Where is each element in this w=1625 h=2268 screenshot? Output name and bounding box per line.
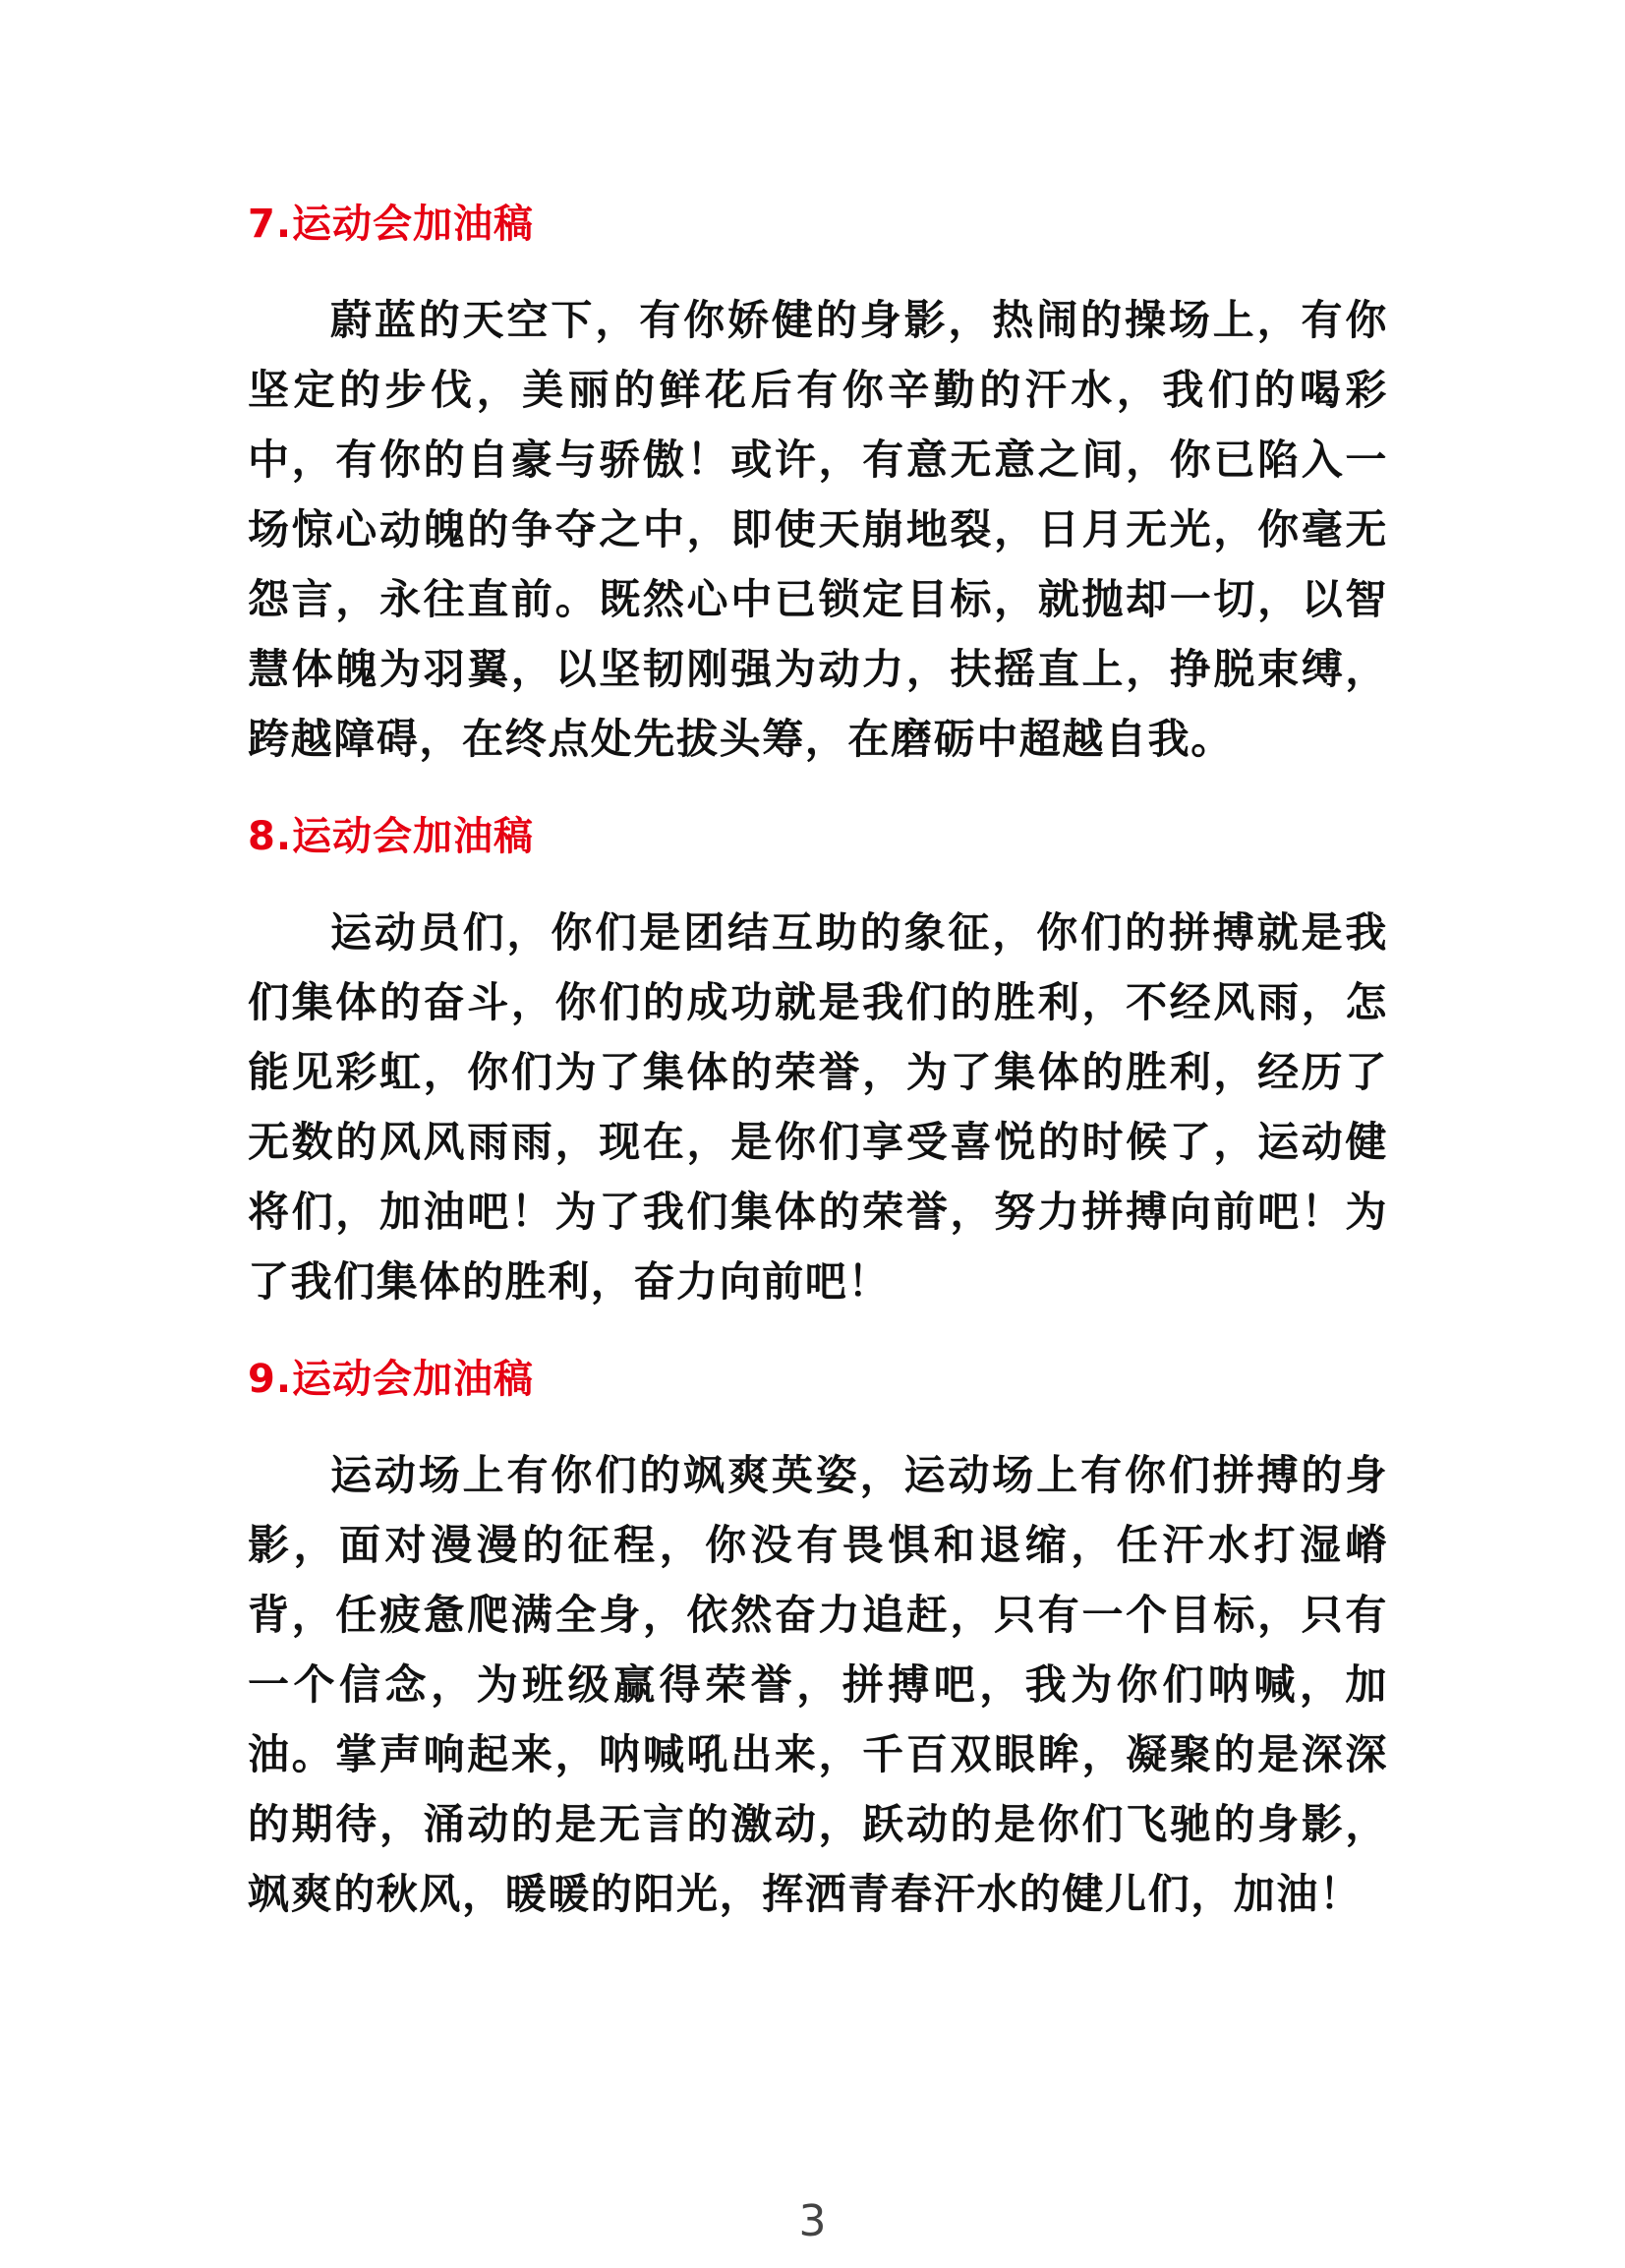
section-heading: 7.运动会加油稿 (248, 202, 535, 247)
page-number: 3 (798, 2196, 827, 2246)
section-7 (248, 197, 1388, 774)
section-body: 运动场上有你们的飒爽英姿，运动场上有你们拼搏的身影，面对漫漫的征程，你没有畏惧和退缩，任汗水打湿嵴背，任疲惫爬满全身，依然奋力追赶，只有一个目标，只有一个信念，为班级赢得荣誉，拼搏吧，我为你们呐喊，加油。掌声响起来，呐喊吼出来，千百双眼眸，凝聚的是深深的期待，涌动的是无言的激动，跃动的是你们飞驰的身影，飒爽的秋风，暖暖的阳光，挥洒青春汗水的健儿们，加油！ (248, 1451, 1388, 1918)
section-body: 蔚蓝的天空下，有你娇健的身影，热闹的操场上，有你坚定的步伐，美丽的鲜花后有你辛勤的汗水，我们的喝彩中，有你的自豪与骄傲！或许，有意无意之间，你已陷入一场惊心动魄的争夺之中，即使天崩地裂，日月无光，你毫无怨言，永往直前。既然心中已锁定目标，就抛却一切，以智慧体魄为羽翼，以坚韧刚强为动力，扶摇直上，挣脱束缚，跨越障碍，在终点处先拔头筹，在磨砺中超越自我。 (248, 296, 1388, 763)
document-content (248, 197, 1388, 1964)
section-8 (248, 809, 1388, 1316)
section-9 (248, 1352, 1388, 1929)
section-heading: 9.运动会加油稿 (248, 1357, 535, 1402)
section-heading: 8.运动会加油稿 (248, 814, 535, 859)
section-body: 运动员们，你们是团结互助的象征，你们的拼搏就是我们集体的奋斗，你们的成功就是我们的胜利，不经风雨，怎能见彩虹，你们为了集体的荣誉，为了集体的胜利，经历了无数的风风雨雨，现在，是你们享受喜悦的时候了，运动健将们，加油吧！为了我们集体的荣誉，努力拼搏向前吧！为了我们集体的胜利，奋力向前吧！ (248, 908, 1388, 1306)
